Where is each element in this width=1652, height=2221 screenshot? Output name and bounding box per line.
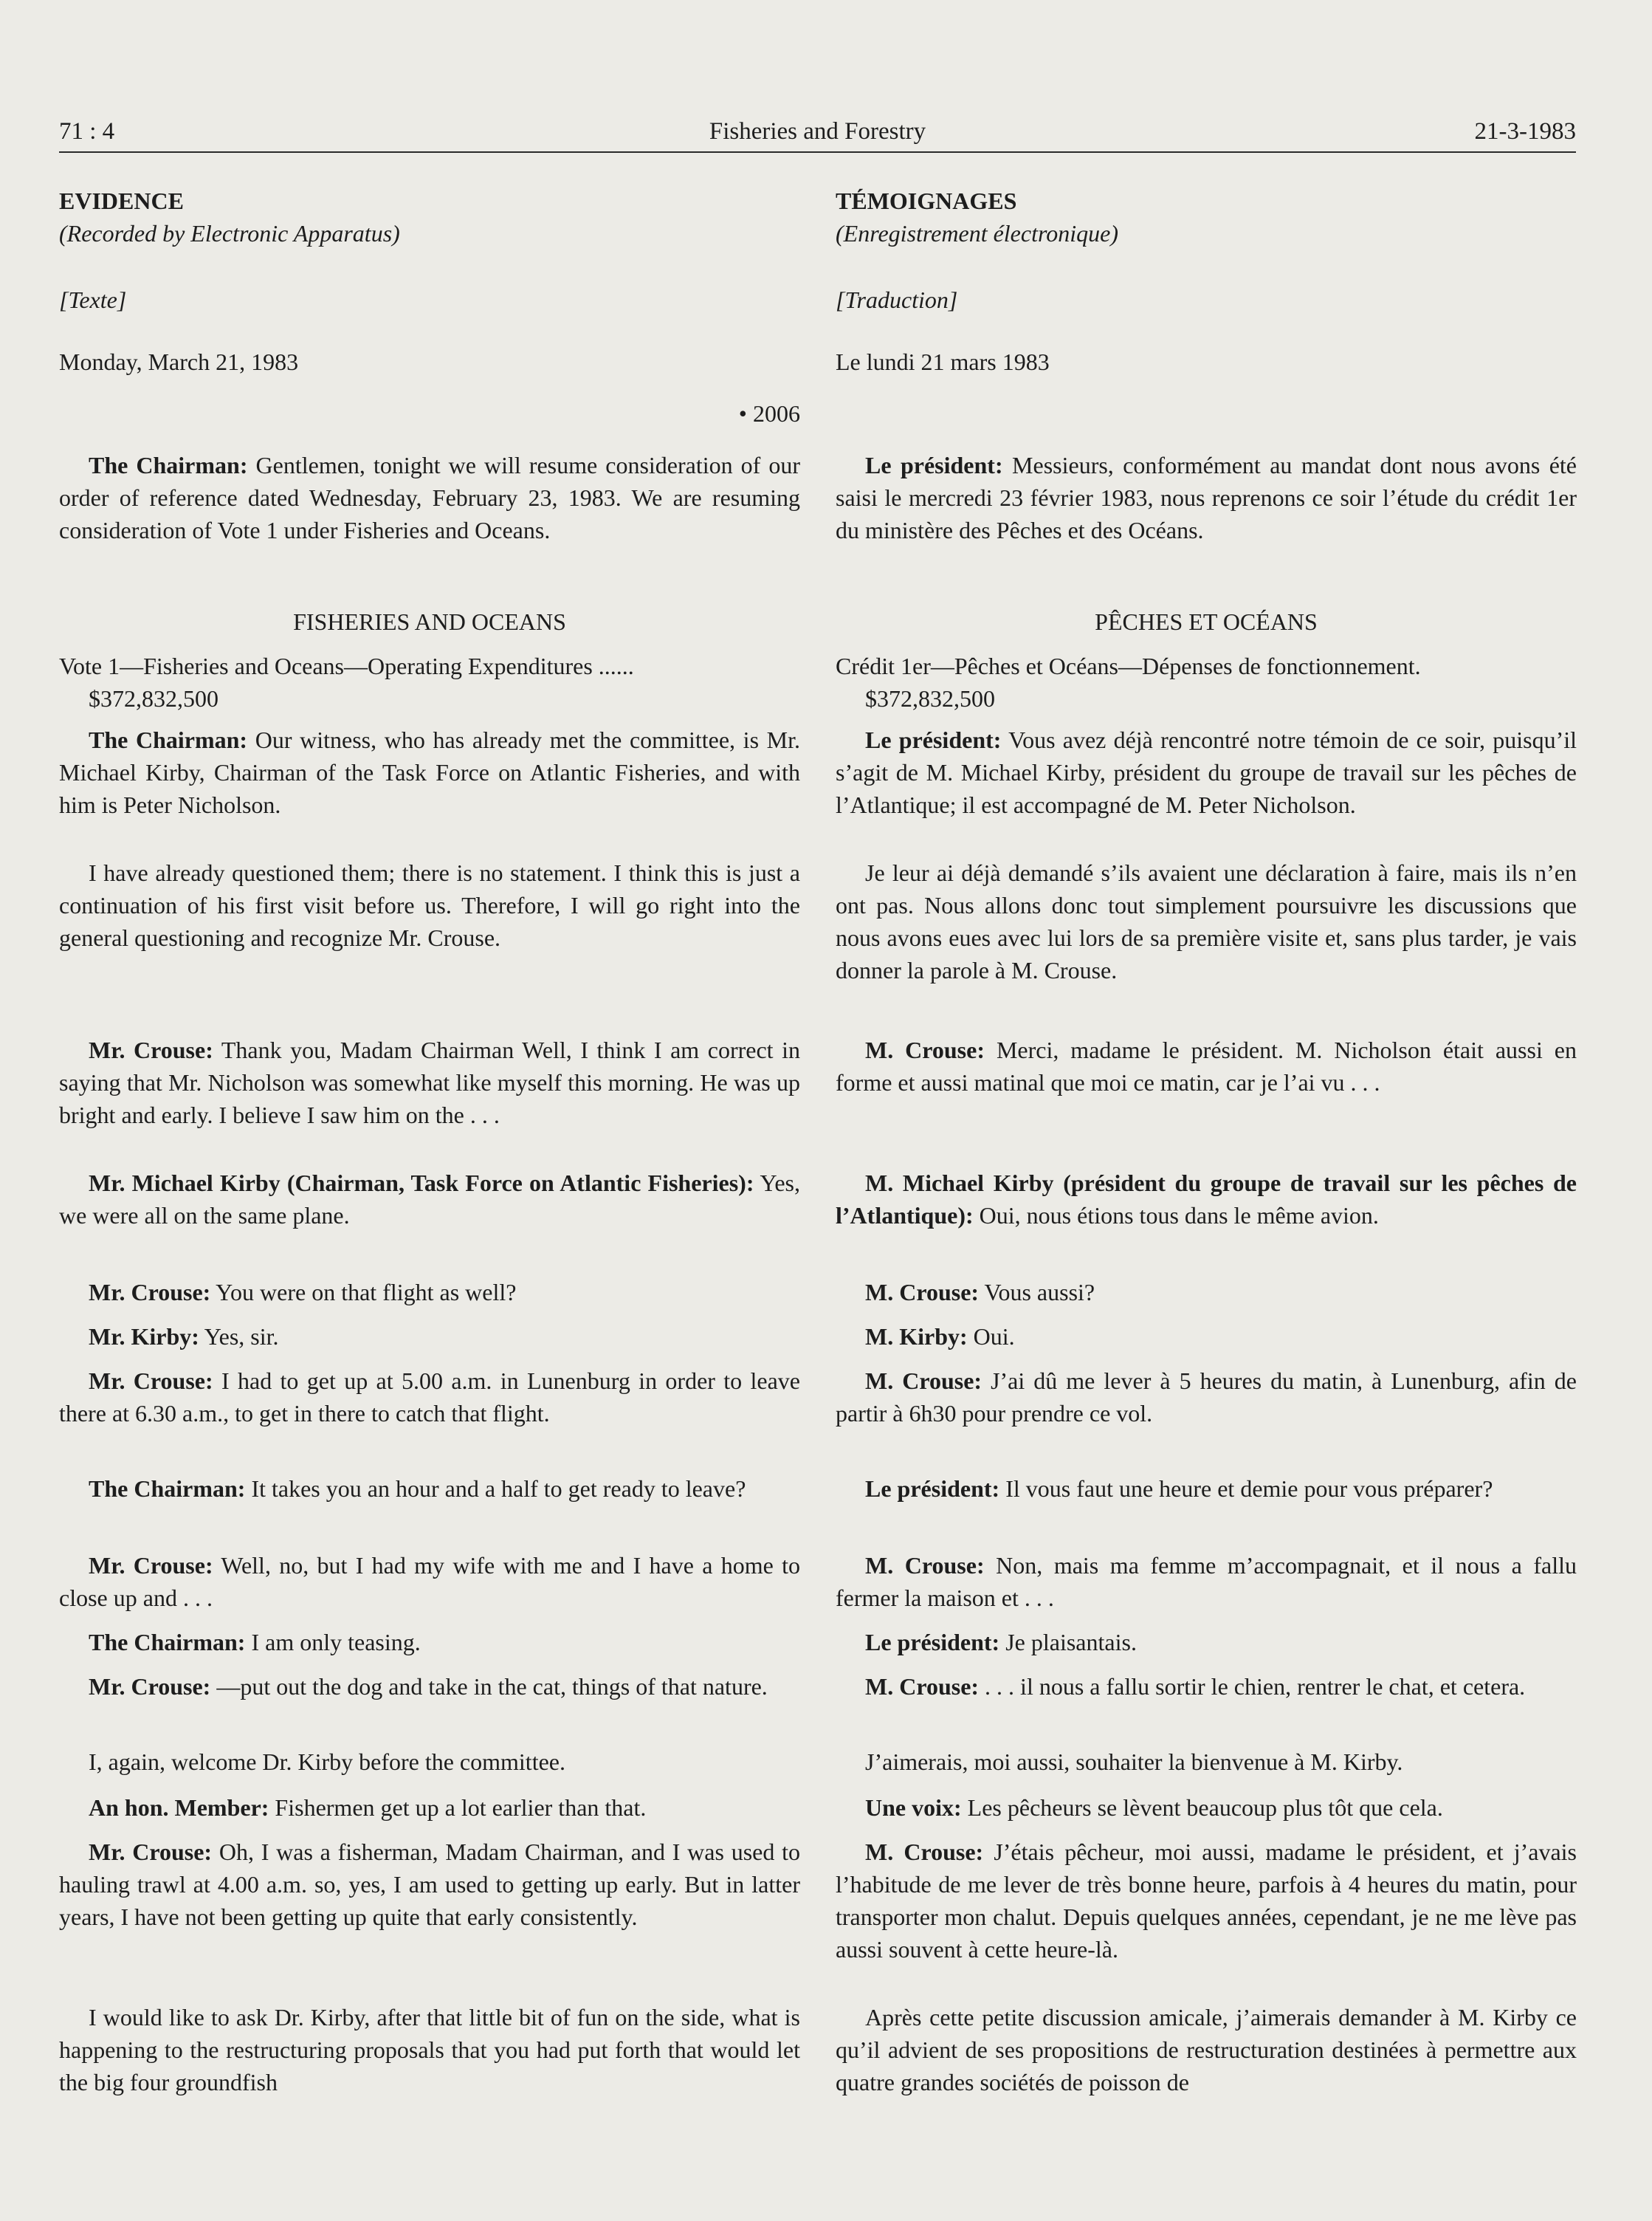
- sitting-date: Monday, March 21, 1983: [59, 349, 299, 375]
- paragraph: Mr. Crouse: Thank you, Madam Chairman Well, I think I am correct in saying that Mr. Nicholson was somewhat like myself this morning. He was up bright and early. I believe I saw him on the . . .: [59, 1037, 801, 1128]
- paragraph: The Chairman: I am only teasing.: [89, 1629, 421, 1655]
- paragraph: Le président: Vous avez déjà rencontré notre témoin de ce soir, puisqu’il s’agit de M. Michael Kirby, président du groupe de travail sur les pêches de l’Atlantique; il est accompagné de M. Peter Nicholson.: [836, 727, 1577, 818]
- paragraph: Le président: Messieurs, conformément au mandat dont nous avons été saisi le mercredi 23 février 1983, nous reprenons ce soir l’étude du crédit 1er du ministère des Pêches et des Océans.: [836, 452, 1577, 543]
- recorded-note: (Enregistrement électronique): [836, 220, 1118, 247]
- paragraph: M. Crouse: Non, mais ma femme m’accompagnait, et il nous a fallu fermer la maison et . . .: [836, 1552, 1577, 1611]
- paragraph: M. Crouse: J’étais pêcheur, moi aussi, madame le président, et j’avais l’habitude de me lever de très bonne heure, parfois à 4 heures du matin, pour transporter mon chalut. Depuis quelques années, cependant, je ne me lève pas aussi souvent à cette heure-là.: [836, 1839, 1577, 1963]
- paragraph: M. Kirby: Oui.: [865, 1323, 1015, 1350]
- paragraph: Le président: Je plaisantais.: [865, 1629, 1137, 1655]
- recorded-note: (Recorded by Electronic Apparatus): [59, 220, 400, 247]
- paragraph: Mr. Crouse: Oh, I was a fisherman, Madam Chairman, and I was used to hauling trawl at 4.00 a.m. so, yes, I am used to getting up early. But in latter years, I have not been getting up quite that early consistently.: [59, 1839, 801, 1930]
- text-tag: [Texte]: [59, 286, 127, 313]
- vote-line: Vote 1—Fisheries and Oceans—Operating Expenditures ...... $372,832,500: [59, 653, 634, 712]
- paragraph: Après cette petite discussion amicale, j’aimerais demander à M. Kirby ce qu’il advient de ses propositions de restructuration destinées à permettre aux quatre grandes sociétés de poisson de: [836, 2004, 1577, 2095]
- page-header: [59, 111, 1576, 152]
- paragraph: Mr. Crouse: You were on that flight as well?: [89, 1279, 517, 1305]
- paragraph: Mr. Michael Kirby (Chairman, Task Force on Atlantic Fisheries): Yes, we were all on the same plane.: [59, 1170, 801, 1229]
- running-title: Fisheries and Forestry: [709, 118, 926, 145]
- paragraph: I, again, welcome Dr. Kirby before the committee.: [89, 1748, 565, 1775]
- paragraph: Mr. Crouse: Well, no, but I had my wife with me and I have a home to close up and . . .: [59, 1552, 801, 1611]
- paragraph: An hon. Member: Fishermen get up a lot earlier than that.: [89, 1794, 647, 1821]
- paragraph: The Chairman: Our witness, who has already met the committee, is Mr. Michael Kirby, Chairman of the Task Force on Atlantic Fisheries, and with him is Peter Nicholson.: [59, 727, 801, 818]
- paragraph: M. Crouse: Merci, madame le président. M. Nicholson était aussi en forme et aussi matinal que moi ce matin, car je l’ai vu . . .: [836, 1037, 1577, 1096]
- section-heading: FISHERIES AND OCEANS: [293, 608, 566, 635]
- section-heading: PÊCHES ET OCÉANS: [1095, 608, 1318, 635]
- sitting-date: Le lundi 21 mars 1983: [836, 349, 1050, 375]
- paragraph: I would like to ask Dr. Kirby, after that little bit of fun on the side, what is happening to the restructuring proposals that you had put forth that would let the big four groundfish: [59, 2004, 800, 2095]
- paragraph: Mr. Kirby: Yes, sir.: [89, 1323, 279, 1350]
- evidence-heading: EVIDENCE: [59, 188, 184, 214]
- temoignages-heading: TÉMOIGNAGES: [836, 188, 1017, 214]
- paragraph: Mr. Crouse: —put out the dog and take in the cat, things of that nature.: [89, 1673, 768, 1700]
- text-tag: [Traduction]: [836, 286, 958, 313]
- paragraph: Une voix: Les pêcheurs se lèvent beaucoup plus tôt que cela.: [865, 1794, 1443, 1821]
- page-number: 71 : 4: [59, 118, 115, 145]
- paragraph: The Chairman: Gentlemen, tonight we will resume consideration of our order of reference dated Wednesday, February 23, 1983. We are resuming consideration of Vote 1 under Fisheries and Oceans.: [59, 452, 800, 543]
- paragraph: M. Crouse: . . . il nous a fallu sortir le chien, rentrer le chat, et cetera.: [865, 1673, 1526, 1700]
- paragraph: Le président: Il vous faut une heure et demie pour vous préparer?: [865, 1475, 1493, 1502]
- credit-line: Crédit 1er—Pêches et Océans—Dépenses de fonctionnement. $372,832,500: [836, 653, 1421, 712]
- paragraph: Je leur ai déjà demandé s’ils avaient une déclaration à faire, mais ils n’en ont pas. Nous allons donc tout simplement poursuivre les discussions que nous avons eues avec lui lors de sa première visite et, sans plus tarder, je vais donner la parole à M. Crouse.: [836, 859, 1577, 984]
- header-date: 21-3-1983: [1474, 118, 1576, 145]
- header-rule: [59, 151, 1576, 153]
- paragraph: M. Crouse: J’ai dû me lever à 5 heures du matin, à Lunenburg, afin de partir à 6h30 pour prendre ce vol.: [836, 1367, 1577, 1427]
- paragraph: I have already questioned them; there is no statement. I think this is just a continuation of his first visit before us. Therefore, I will go right into the general questioning and recognize Mr. Crouse.: [59, 859, 800, 951]
- paragraph: M. Crouse: Vous aussi?: [865, 1279, 1095, 1305]
- paragraph: M. Michael Kirby (président du groupe de travail sur les pêches de l’Atlantique): Oui, nous étions tous dans le même avion.: [836, 1170, 1577, 1229]
- time-marker: • 2006: [738, 400, 800, 427]
- paragraph: The Chairman: It takes you an hour and a half to get ready to leave?: [89, 1475, 746, 1502]
- paragraph: J’aimerais, moi aussi, souhaiter la bienvenue à M. Kirby.: [865, 1748, 1403, 1775]
- paragraph: Mr. Crouse: I had to get up at 5.00 a.m. in Lunenburg in order to leave there at 6.30 a.m., to get in there to catch that flight.: [59, 1367, 801, 1427]
